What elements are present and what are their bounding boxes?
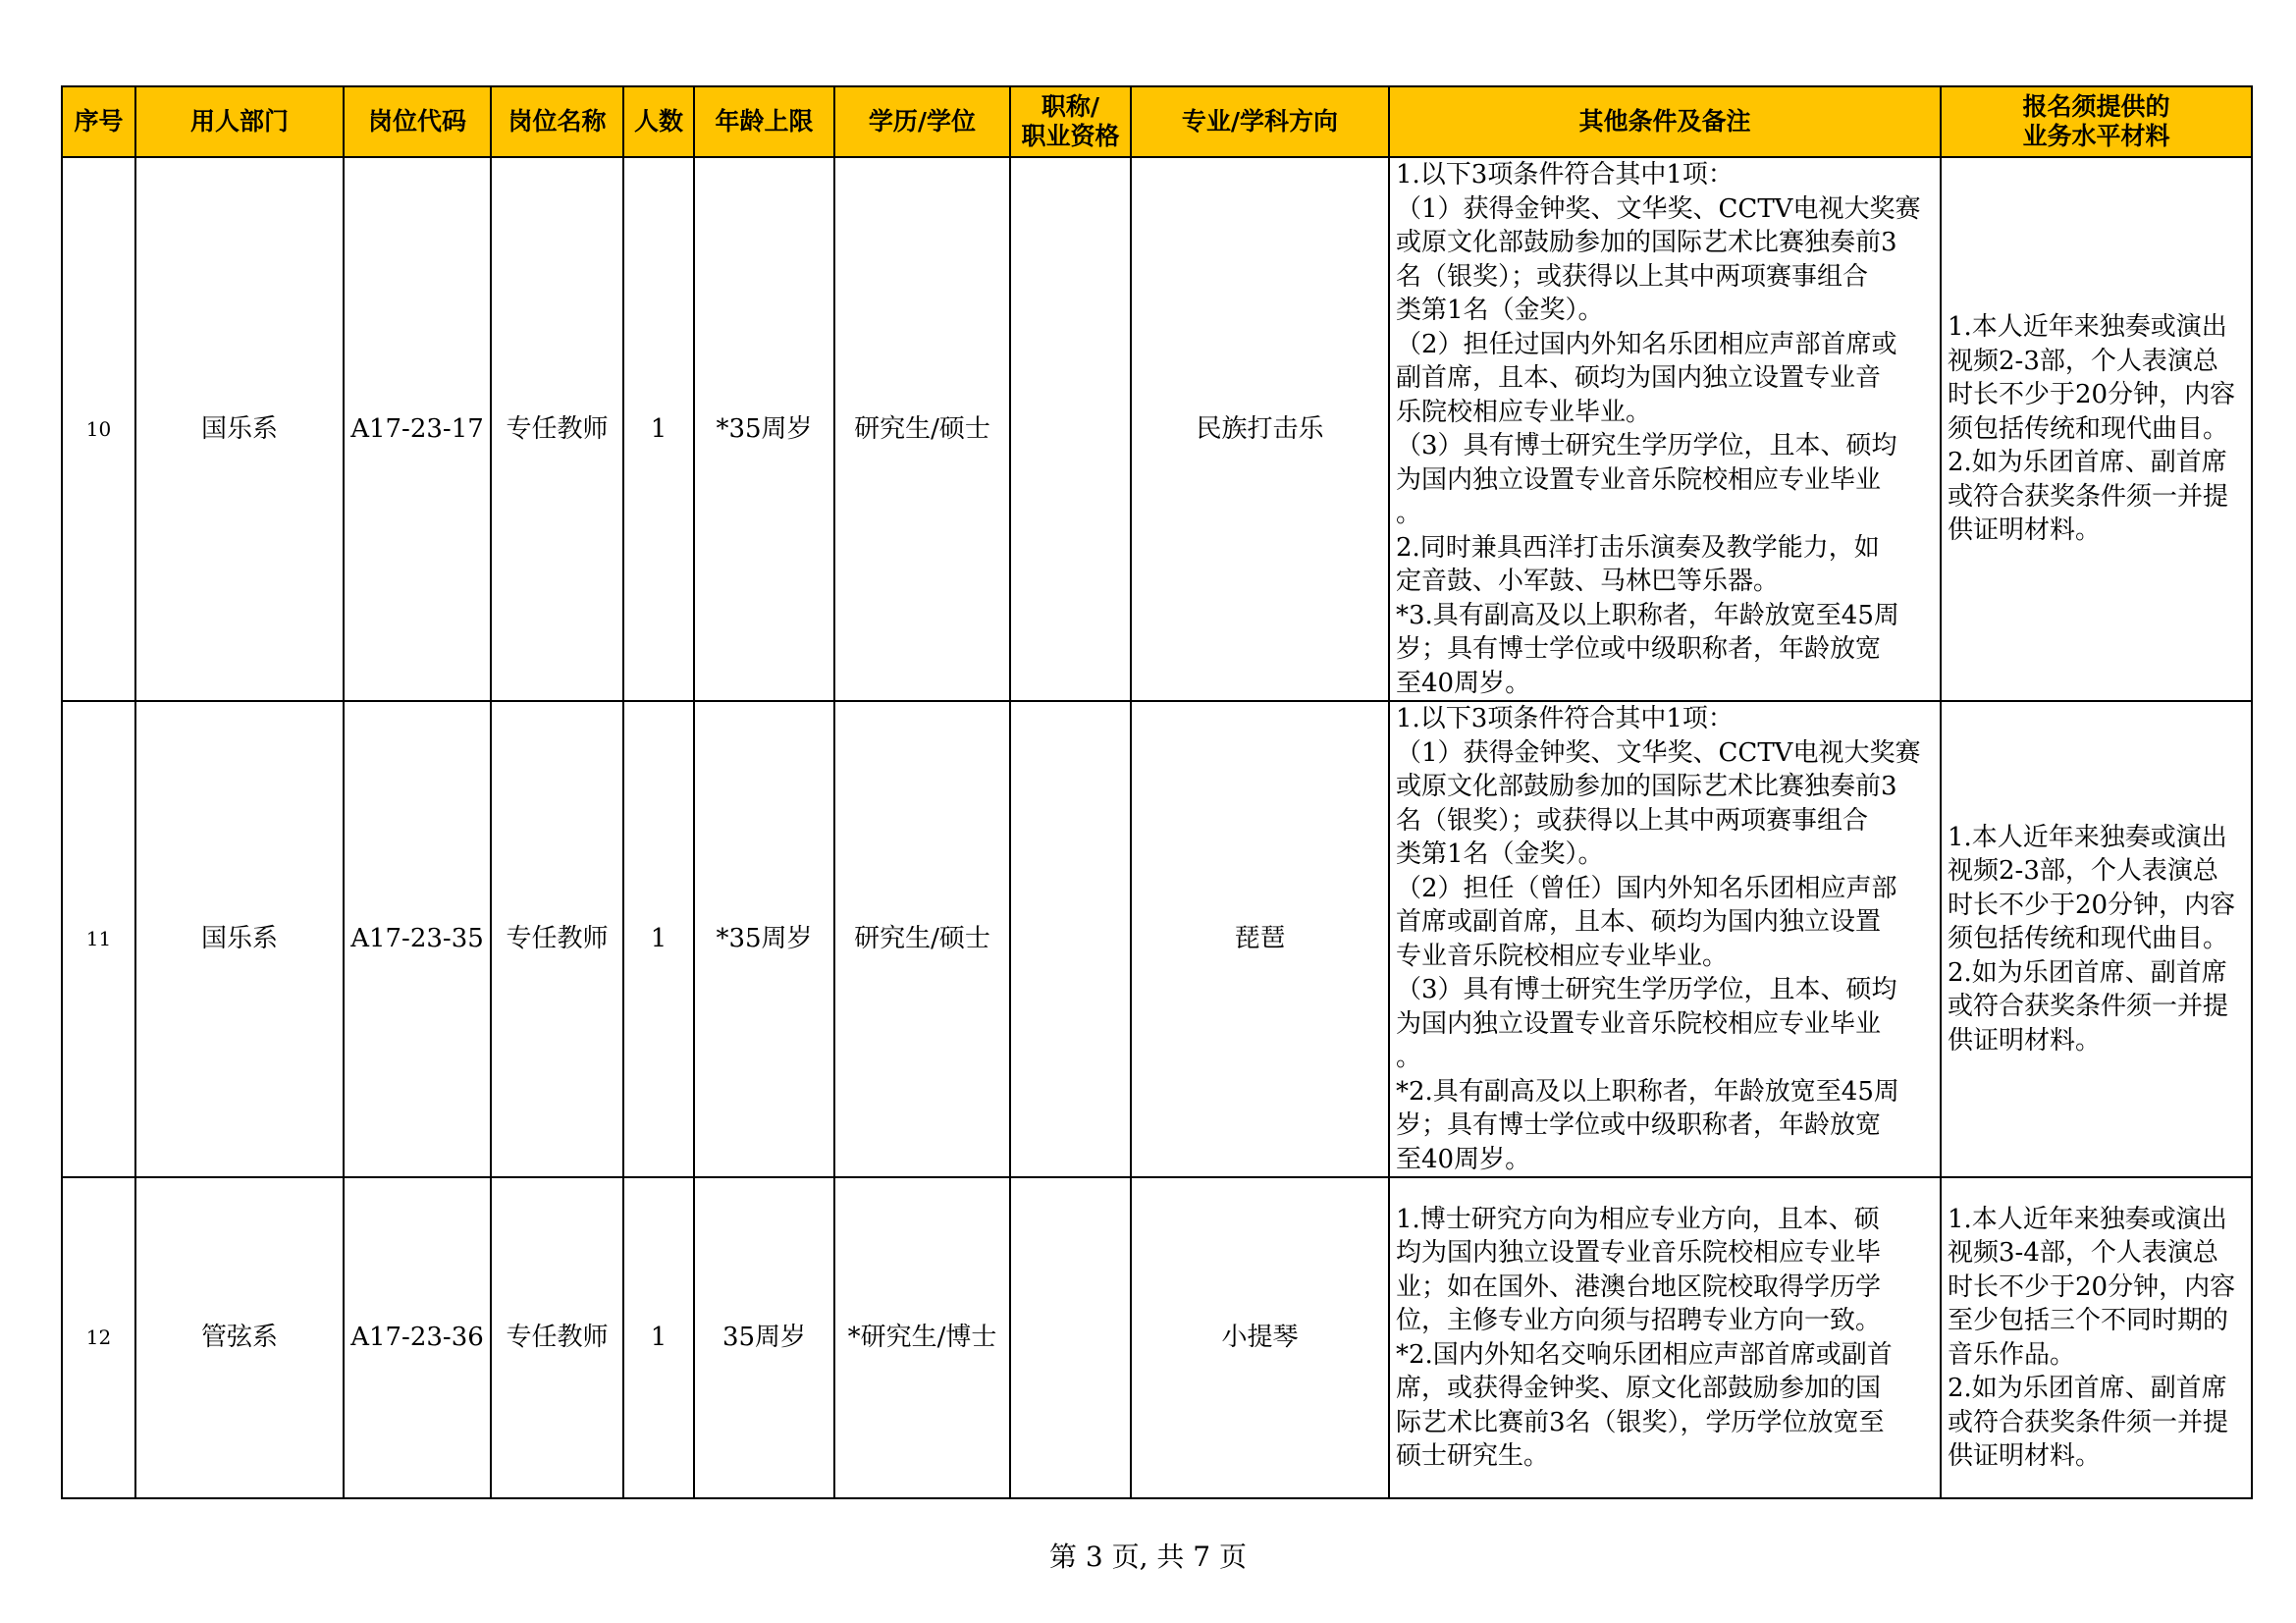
material-line: 供证明材料。 — [1948, 515, 2102, 546]
condition-line: *2.具有副高及以上职称者，年龄放宽至45周 — [1396, 1076, 1899, 1107]
header-materials — [1941, 86, 2252, 157]
cell-materials — [1941, 701, 2252, 1177]
material-line: 供证明材料。 — [1948, 1441, 2102, 1471]
material-line: 供证明材料。 — [1948, 1025, 2102, 1055]
cell-major: 民族打击乐 — [1131, 157, 1389, 701]
cell-qual — [1010, 157, 1131, 701]
condition-line: 定音鼓、小军鼓、马林巴等乐器。 — [1396, 567, 1780, 596]
material-line: 时长不少于20分钟，内容 — [1948, 380, 2236, 410]
header-materials-line: 报名须提供的 — [2022, 92, 2170, 121]
cell-seq: 12 — [62, 1177, 135, 1498]
condition-line: 专业音乐院校相应专业毕业。 — [1396, 941, 1729, 971]
table-row — [62, 157, 2252, 701]
material-line: 时长不少于20分钟，内容 — [1948, 1271, 2236, 1302]
condition-line: 岁；具有博士学位或中级职称者，年龄放宽 — [1396, 634, 1882, 664]
recruitment-sheet — [61, 85, 2251, 1499]
cell-major: 琵琶 — [1131, 701, 1389, 1177]
cell-edu: 研究生/硕士 — [834, 701, 1010, 1177]
condition-line: 类第1名（金奖）。 — [1396, 296, 1604, 325]
condition-line: 岁；具有博士学位或中级职称者，年龄放宽 — [1396, 1110, 1882, 1140]
cell-age: *35周岁 — [694, 701, 834, 1177]
cell-qual — [1010, 701, 1131, 1177]
header-major: 专业/学科方向 — [1131, 86, 1389, 157]
condition-line: 为国内独立设置专业音乐院校相应专业毕业 — [1396, 1008, 1882, 1039]
cell-conditions — [1389, 157, 1941, 701]
material-line: 须包括传统和现代曲目。 — [1948, 924, 2229, 954]
condition-line: 副首席，且本、硕均为国内独立设置专业音 — [1396, 363, 1882, 393]
cell-title: 专任教师 — [491, 157, 623, 701]
condition-line: 业；如在国外、港澳台地区院校取得学历学 — [1396, 1271, 1882, 1302]
cell-materials — [1941, 1177, 2252, 1498]
material-line: 或符合获奖条件须一并提 — [1948, 481, 2229, 512]
cell-count: 1 — [623, 701, 694, 1177]
page-number: 第 3 页, 共 7 页 — [1048, 1541, 1248, 1573]
cell-title: 专任教师 — [491, 701, 623, 1177]
condition-line: 乐院校相应专业毕业。 — [1396, 397, 1652, 427]
condition-line: 硕士研究生。 — [1396, 1441, 1550, 1471]
positions-table — [61, 85, 2253, 1499]
material-line: 时长不少于20分钟，内容 — [1948, 890, 2236, 920]
table-row — [62, 1177, 2252, 1498]
header-qual-line: 职称/ — [1041, 92, 1100, 121]
cell-dept: 管弦系 — [135, 1177, 344, 1498]
condition-line: 首席或副首席，且本、硕均为国内独立设置 — [1396, 907, 1882, 937]
header-qual-line: 职业资格 — [1021, 122, 1120, 150]
header-seq: 序号 — [62, 86, 135, 157]
header-count: 人数 — [623, 86, 694, 157]
material-line: 或符合获奖条件须一并提 — [1948, 992, 2229, 1022]
material-line: 2.如为乐团首席、副首席 — [1948, 957, 2227, 988]
condition-line: （2）担任过国内外知名乐团相应声部首席或 — [1396, 329, 1897, 359]
condition-line: 至40周岁。 — [1396, 668, 1531, 698]
material-line: 或符合获奖条件须一并提 — [1948, 1407, 2229, 1437]
header-dept: 用人部门 — [135, 86, 344, 157]
condition-line: 均为国内独立设置专业音乐院校相应专业毕 — [1396, 1238, 1882, 1268]
cell-conditions — [1389, 701, 1941, 1177]
material-line: 视频2-3部，个人表演总 — [1948, 346, 2218, 376]
material-line: 音乐作品。 — [1948, 1339, 2076, 1370]
cell-dept: 国乐系 — [135, 157, 344, 701]
material-line: 1.本人近年来独奏或演出 — [1948, 312, 2227, 343]
condition-line: *2.国内外知名交响乐团相应声部首席或副首 — [1396, 1339, 1893, 1370]
condition-line: 际艺术比赛前3名（银奖），学历学位放宽至 — [1396, 1407, 1885, 1437]
material-line: 至少包括三个不同时期的 — [1948, 1306, 2229, 1335]
condition-line: （1）获得金钟奖、文华奖、CCTV电视大奖赛 — [1396, 193, 1921, 224]
condition-line: 2.同时兼具西洋打击乐演奏及教学能力，如 — [1396, 532, 1880, 563]
material-line: 1.本人近年来独奏或演出 — [1948, 1204, 2227, 1234]
cell-materials — [1941, 157, 2252, 701]
condition-line: 为国内独立设置专业音乐院校相应专业毕业 — [1396, 464, 1882, 495]
condition-line: （3）具有博士研究生学历学位，且本、硕均 — [1396, 975, 1897, 1004]
condition-line: 1.以下3项条件符合其中1项： — [1396, 704, 1734, 733]
material-line: 须包括传统和现代曲目。 — [1948, 413, 2229, 444]
condition-line: 至40周岁。 — [1396, 1144, 1531, 1174]
cell-code: A17-23-36 — [344, 1177, 491, 1498]
cell-age: *35周岁 — [694, 157, 834, 701]
cell-conditions — [1389, 1177, 1941, 1498]
material-line: 1.本人近年来独奏或演出 — [1948, 822, 2227, 852]
condition-line: 。 — [1396, 499, 1422, 528]
header-materials-line: 业务水平材料 — [2022, 122, 2170, 150]
cell-count: 1 — [623, 157, 694, 701]
condition-line: 。 — [1396, 1043, 1422, 1072]
condition-line: 1.以下3项条件符合其中1项： — [1396, 160, 1734, 189]
table-row — [62, 701, 2252, 1177]
header-conditions: 其他条件及备注 — [1389, 86, 1941, 157]
header-edu: 学历/学位 — [834, 86, 1010, 157]
condition-line: 名（银奖）；或获得以上其中两项赛事组合 — [1396, 261, 1869, 292]
condition-line: 或原文化部鼓励参加的国际艺术比赛独奏前3 — [1396, 228, 1897, 257]
cell-edu: 研究生/硕士 — [834, 157, 1010, 701]
cell-code: A17-23-35 — [344, 701, 491, 1177]
cell-age: 35周岁 — [694, 1177, 834, 1498]
cell-seq: 10 — [62, 157, 135, 701]
header-title: 岗位名称 — [491, 86, 623, 157]
material-line: 视频3-4部，个人表演总 — [1948, 1238, 2218, 1268]
header-age: 年龄上限 — [694, 86, 834, 157]
header-qual — [1010, 86, 1131, 157]
condition-line: 位，主修专业方向须与招聘专业方向一致。 — [1396, 1306, 1882, 1335]
cell-title: 专任教师 — [491, 1177, 623, 1498]
header-code: 岗位代码 — [344, 86, 491, 157]
condition-line: *3.具有副高及以上职称者，年龄放宽至45周 — [1396, 600, 1899, 630]
condition-line: 或原文化部鼓励参加的国际艺术比赛独奏前3 — [1396, 772, 1897, 801]
cell-qual — [1010, 1177, 1131, 1498]
material-line: 2.如为乐团首席、副首席 — [1948, 1374, 2227, 1403]
cell-seq: 11 — [62, 701, 135, 1177]
condition-line: （3）具有博士研究生学历学位，且本、硕均 — [1396, 431, 1897, 460]
cell-count: 1 — [623, 1177, 694, 1498]
cell-dept: 国乐系 — [135, 701, 344, 1177]
condition-line: （2）担任（曾任）国内外知名乐团相应声部 — [1396, 873, 1897, 903]
material-line: 2.如为乐团首席、副首席 — [1948, 448, 2227, 478]
condition-line: （1）获得金钟奖、文华奖、CCTV电视大奖赛 — [1396, 737, 1921, 768]
condition-line: 1.博士研究方向为相应专业方向，且本、硕 — [1396, 1204, 1880, 1234]
cell-edu: *研究生/博士 — [834, 1177, 1010, 1498]
condition-line: 类第1名（金奖）。 — [1396, 839, 1604, 869]
material-line: 视频2-3部，个人表演总 — [1948, 856, 2218, 887]
header-row — [62, 86, 2252, 157]
cell-major: 小提琴 — [1131, 1177, 1389, 1498]
condition-line: 名（银奖）；或获得以上其中两项赛事组合 — [1396, 805, 1869, 836]
condition-line: 席，或获得金钟奖、原文化部鼓励参加的国 — [1396, 1374, 1882, 1403]
cell-code: A17-23-17 — [344, 157, 491, 701]
